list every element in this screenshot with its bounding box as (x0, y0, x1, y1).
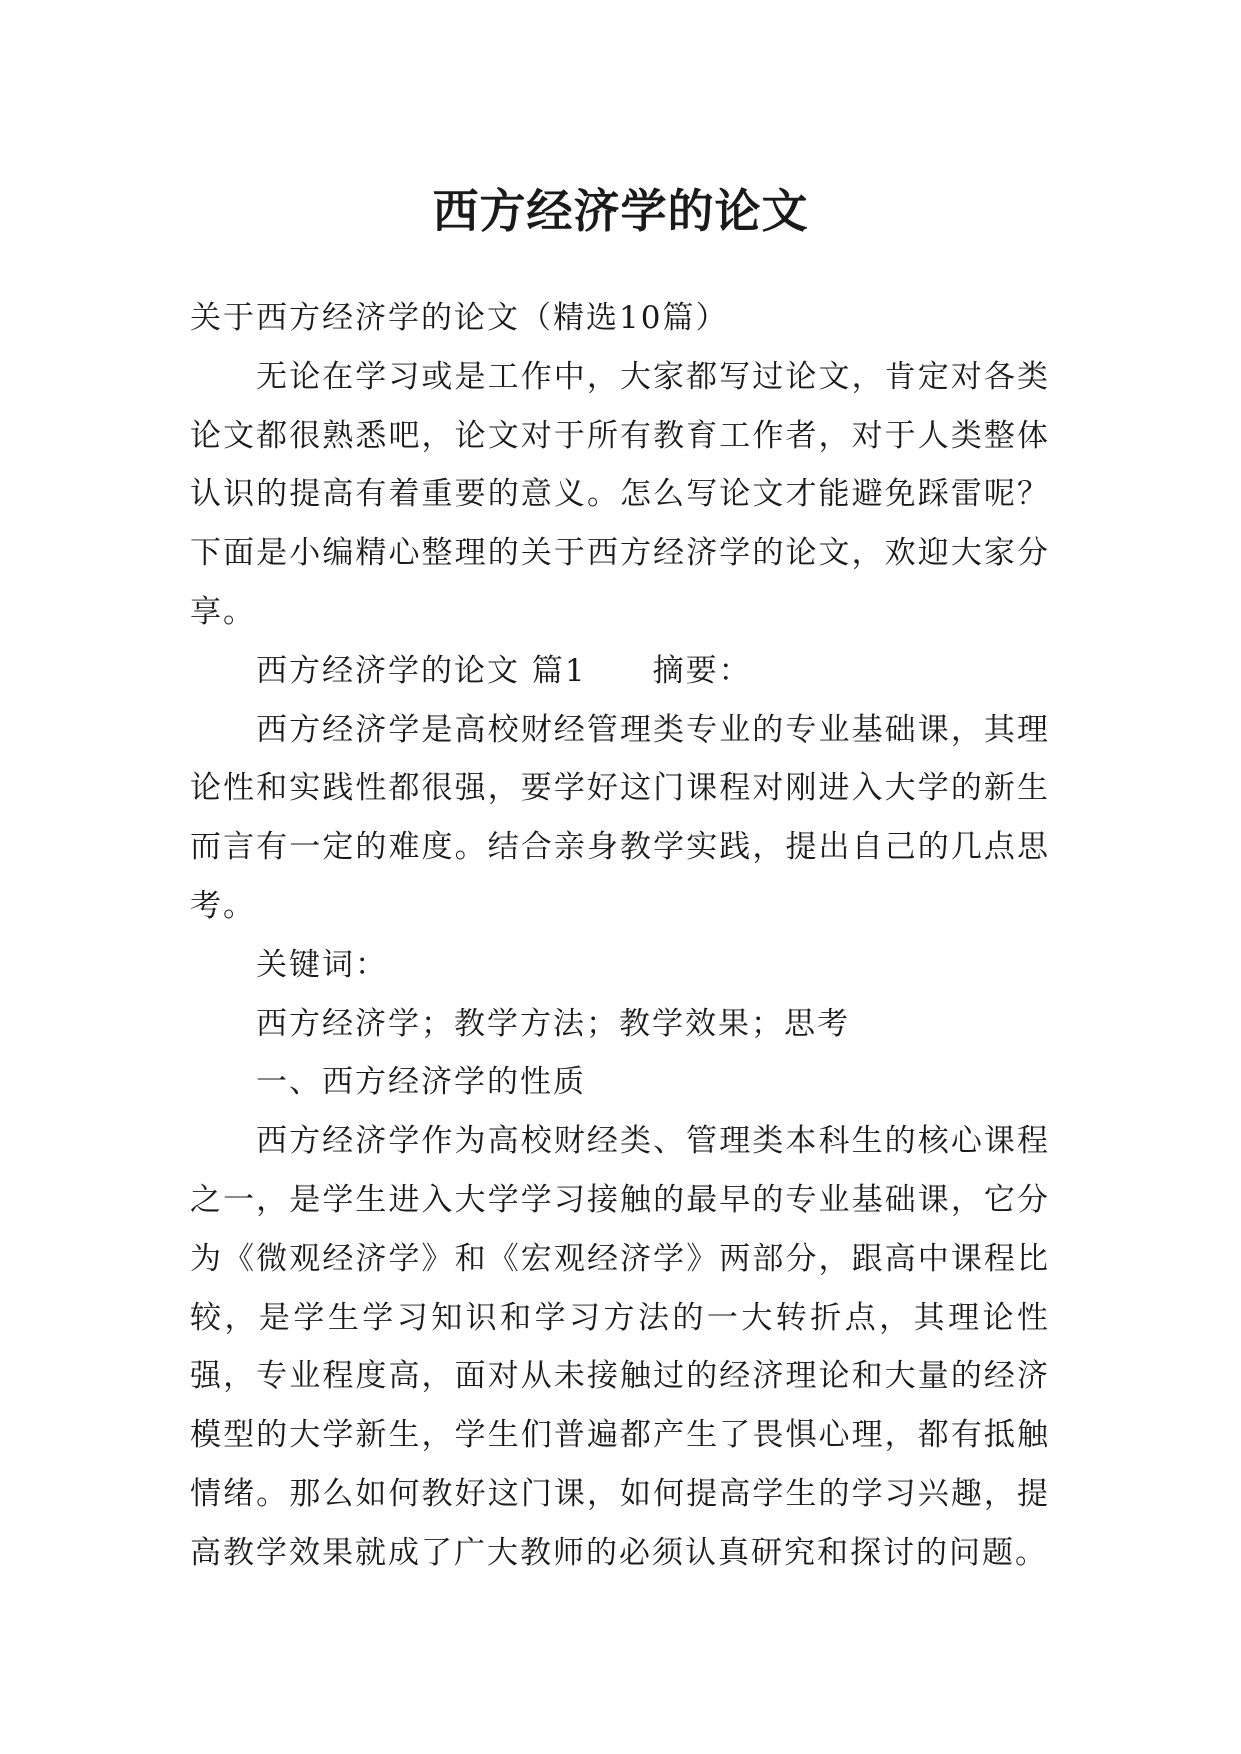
paragraph-heading-nature: 一、西方经济学的性质 (256, 1064, 586, 1101)
paragraph-keywords-label: 关键词： (256, 946, 388, 983)
paragraph-intro: 无论在学习或是工作中，大家都写过论文，肯定对各类论文都很熟悉吧，论文对于所有教育工作者，对于人类整体认识的提高有着重要的意义。怎么写论文才能避免踩雷呢？下面是小编精心整理的关于西方经济学的论文，欢迎大家分享。 (190, 358, 1050, 630)
paragraph-subtitle: 关于西方经济学的论文（精选10篇） (190, 300, 729, 336)
paragraph-keywords: 西方经济学；教学方法；教学效果；思考 (256, 1005, 850, 1042)
paragraph-body: 西方经济学作为高校财经类、管理类本科生的核心课程之一，是学生进入大学学习接触的最早的专业基础课，它分为《微观经济学》和《宏观经济学》两部分，跟高中课程比较，是学生学习知识和学习方法的一大转折点，其理论性强，专业程度高，面对从未接触过的经济理论和大量的经济模型的大学新生，学生们普遍都产生了畏惧心理，都有抵触情绪。那么如何教好这门课，如何提高学生的学习兴趣，提高教学效果就成了广大教师的必须认真研究和探讨的问题。 (190, 1123, 1050, 1571)
paragraph-abstract: 西方经济学是高校财经管理类专业的专业基础课，其理论性和实践性都很强，要学好这门课程对刚进入大学的新生而言有一定的难度。结合亲身教学实践，提出自己的几点思考。 (190, 711, 1050, 924)
document-title: 西方经济学的论文 (432, 183, 809, 238)
document-body (190, 289, 1050, 1583)
paragraph-section-heading: 西方经济学的论文 篇1 摘要： (256, 652, 752, 689)
